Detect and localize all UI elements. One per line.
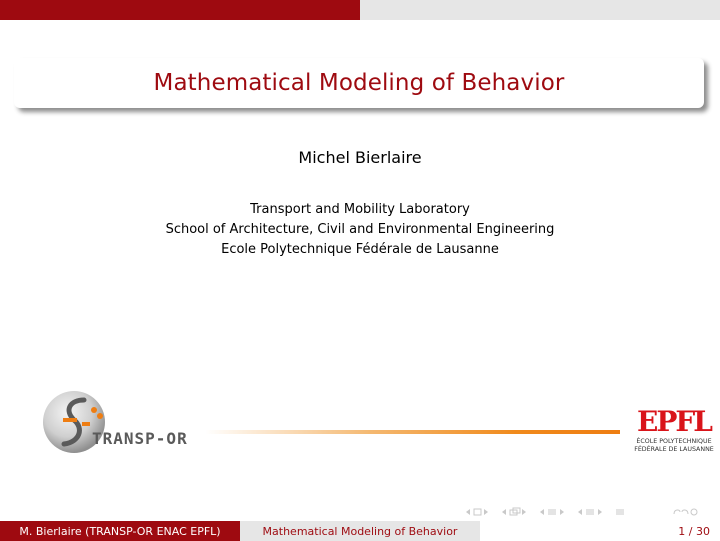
nav-subsection-icon[interactable] bbox=[502, 508, 526, 515]
footer-title: Mathematical Modeling of Behavior bbox=[240, 521, 480, 541]
institute-line-2: School of Architecture, Civil and Environmental Engineering bbox=[165, 222, 555, 237]
epfl-wordmark: EPFL bbox=[637, 405, 711, 438]
institute-line-3: Ecole Polytechnique Fédérale de Lausanne bbox=[221, 242, 499, 257]
nav-appendix-icon[interactable] bbox=[616, 510, 624, 514]
institute-block bbox=[0, 200, 720, 260]
transpor-logo bbox=[40, 386, 200, 460]
title-box bbox=[14, 58, 704, 108]
epfl-subtext-1: ÉCOLE POLYTECHNIQUE bbox=[636, 438, 712, 445]
header-bar-right bbox=[360, 0, 720, 20]
slide-title: Mathematical Modeling of Behavior bbox=[153, 70, 565, 96]
footer-page-number: 1 / 30 bbox=[480, 521, 720, 541]
epfl-logo bbox=[634, 405, 714, 455]
institute-line-1: Transport and Mobility Laboratory bbox=[250, 202, 470, 217]
epfl-subtext-2: FÉDÉRALE DE LAUSANNE bbox=[634, 446, 714, 453]
header-bar-left bbox=[0, 0, 360, 20]
nav-frame-icon[interactable] bbox=[466, 509, 488, 515]
logo-divider-line bbox=[205, 430, 620, 434]
nav-section-icon[interactable] bbox=[540, 509, 564, 515]
author-name: Michel Bierlaire bbox=[298, 148, 422, 167]
footer-author: M. Bierlaire (TRANSP-OR ENAC EPFL) bbox=[0, 521, 240, 541]
transpor-wordmark: TRANSP-OR bbox=[92, 429, 188, 448]
navigation-symbols bbox=[464, 506, 704, 518]
nav-document-icon[interactable] bbox=[578, 509, 602, 515]
nav-search-icon[interactable] bbox=[674, 509, 697, 515]
